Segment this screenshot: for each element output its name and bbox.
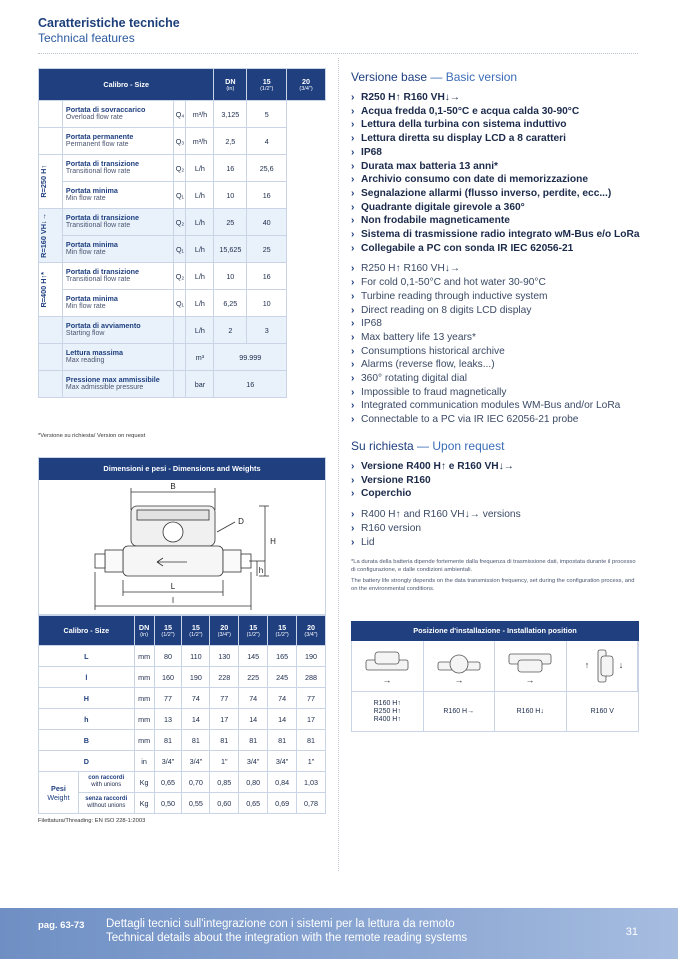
row-unit: bar [186,371,214,398]
position-label: R160 H↑ R250 H↑ R400 H↑ [352,691,424,731]
list-item: › Durata max batteria 13 anni* [351,160,641,174]
svg-text:↑: ↑ [584,660,589,670]
row-value: 16 [247,182,287,209]
page-reference: pag. 63-73 [38,920,85,931]
row-unit: L/h [186,317,214,344]
row-value: 10 [214,263,247,290]
battery-note-it: *La durata della batteria dipende fortemente dalla frequenza di trasmissione dati, impostata durante il processo di configurazione, e dalle condizioni ambientali. [351,559,636,573]
upon-request-title: Su richiesta — Upon request [351,439,505,453]
header-col: 15 (1/2") [182,616,210,646]
header-dn: DN (in) [134,616,154,646]
meter-horizontal-up-icon [352,641,424,691]
list-item: › IP68 [351,146,641,160]
list-item: › Connectable to a PC via IR IEC 62056-21 probe [351,413,641,427]
row-unit: L/h [186,155,214,182]
label-D: D [238,517,244,526]
row-label: Portata minima Min flow rate [62,290,174,317]
list-item: › Sistema di trasmissione radio integrato wM-Bus e/o LoRa [351,228,641,242]
row-label: Portata permanente Permanent flow rate [62,128,174,155]
list-item: › Alarms (reverse flow, leaks...) [351,358,641,372]
meter-body [123,546,223,576]
header-calibro: Calibro - Size [39,616,135,646]
position-label: R160 H→ [424,691,496,731]
row-label: Portata di sovraccarico Overload flow rate [62,101,174,128]
list-item: › Versione R400 H↑ e R160 VH↓→ [351,460,641,474]
row-unit: L/h [186,290,214,317]
meter-horizontal-down-icon [495,641,567,691]
list-item: › Lettura della turbina con sistema induttivo [351,118,641,132]
group-r160: R=160 VH↓→ [39,209,63,263]
weight-label: Pesi Weight [39,772,79,814]
row-value: 99.999 [214,344,287,371]
header-dn: DN (in) [214,69,247,101]
list-item: › Max battery life 13 years* [351,331,641,345]
table-row: l mm 160 190 228 225 245 288 [39,667,326,688]
row-value: 25 [214,209,247,236]
label-B: B [170,482,176,491]
list-item: › Direct reading on 8 digits LCD display [351,304,641,318]
list-item: › Segnalazione allarmi (flusso inverso, perdite, ecc...) [351,187,641,201]
list-item: › For cold 0,1-50°C and hot water 30-90°C [351,276,641,290]
footer-title-it: Dettagli tecnici sull'integrazione con i sistemi per la lettura da remoto [106,918,455,930]
list-item: › R400 H↑ and R160 VH↓→ versions [351,508,641,522]
row-label: Portata di transizione Transitional flow rate [62,209,174,236]
row-symbol: Q₁ [174,290,186,317]
row-value: 40 [247,209,287,236]
battery-note-en: The battery life strongly depends on the data transmission frequency, set during the configuration process, and on the environmental conditions. [351,578,635,592]
group-empty [39,344,63,371]
row-value: 6,25 [214,290,247,317]
list-item: › R250 H↑ R160 VH↓→ [351,262,641,276]
row-value: 10 [247,290,287,317]
header-col: 20 (3/4") [210,616,239,646]
header-col: 15 (1/2") [268,616,297,646]
list-item: › Acqua fredda 0,1-50°C e acqua calda 30-90°C [351,105,641,119]
group-empty [39,128,63,155]
row-value: 10 [214,182,247,209]
list-item: › Collegabile a PC con sonda IR IEC 62056-21 [351,242,641,256]
row-symbol [174,317,186,344]
basic-version-title: Versione base — Basic version [351,70,518,84]
row-label: Portata minima Min flow rate [62,236,174,263]
request-features-en [351,508,641,549]
row-unit: m³/h [186,101,214,128]
header-col: 15 (1/2") [154,616,182,646]
row-symbol: Q₄ [174,101,186,128]
row-unit: L/h [186,182,214,209]
row-value: 16 [214,371,287,398]
header-divider [38,53,638,54]
dimensions-panel [38,457,326,615]
list-item: › Archivio consumo con date di memorizzazione [351,173,641,187]
flow-rate-table [38,68,326,398]
basic-version-section [351,70,641,427]
table-row: B mm 81 81 81 81 81 81 [39,730,326,751]
column-divider [338,58,339,871]
group-empty [39,101,63,128]
row-label: Pressione max ammissibile Max admissible pressure [62,371,174,398]
row-unit: L/h [186,263,214,290]
page-title: Caratteristiche tecniche [38,16,180,30]
list-item: › Coperchio [351,487,641,501]
basic-features-it [351,91,641,255]
threading-note: Filettatura/Threading: EN ISO 228-1:2003 [38,818,146,824]
list-item: › 360° rotating digital dial [351,372,641,386]
meter-drawing [39,480,325,614]
list-item: › Turbine reading through inductive system [351,290,641,304]
list-item: › R160 version [351,522,641,536]
svg-text:→: → [525,675,535,685]
row-value: 16 [214,155,247,182]
group-r400: R=400 H↑* [39,263,63,317]
row-value: 2 [214,317,247,344]
version-note: *Versione su richiesta/ Version on request [38,433,146,439]
row-symbol: Q₂ [174,263,186,290]
row-value: 2,5 [214,128,247,155]
row-value: 25,6 [247,155,287,182]
list-item: › R250 H↑ R160 VH↓→ [351,91,641,105]
meter-horizontal-side-icon [424,641,496,691]
group-empty [39,317,63,344]
row-symbol [174,371,186,398]
meter-vertical-icon [567,641,639,691]
row-symbol: Q₂ [174,209,186,236]
list-item: › IP68 [351,317,641,331]
row-value: 3,125 [214,101,247,128]
row-value: 15,625 [214,236,247,263]
union-left [105,550,123,572]
header-col1: 15 (1/2") [247,69,287,101]
row-unit: m³ [186,344,214,371]
page-subtitle: Technical features [38,31,135,45]
list-item: › Lettura diretta su display LCD a 8 caratteri [351,132,641,146]
header-col2: 20 (3/4") [287,69,326,101]
weight-row-without-unions: senza raccordi without unions Kg 0,50 0,55 0,60 0,65 0,69 0,78 [39,793,326,814]
row-label: Portata di avviamento Starting flow [62,317,174,344]
group-empty [39,371,63,398]
list-item: › Versione R160 [351,474,641,488]
footer-title-en: Technical details about the integration with the remote reading systems [106,932,468,944]
row-symbol: Q₃ [174,128,186,155]
svg-text:↓: ↓ [618,660,623,670]
row-unit: L/h [186,209,214,236]
table-row: h mm 13 14 17 14 14 17 [39,709,326,730]
page-header [38,16,180,45]
request-features-it [351,460,641,501]
page-footer [0,908,678,959]
list-item: › Impossible to fraud magnetically [351,386,641,400]
label-h: h [258,566,264,575]
installation-position-panel [351,621,639,731]
position-label: R160 V [567,691,639,731]
list-item: › Non frodabile magneticamente [351,214,641,228]
row-symbol: Q₁ [174,182,186,209]
list-item: › Quadrante digitale girevole a 360° [351,201,641,215]
row-value: 16 [247,263,287,290]
list-item: › Integrated communication modules WM-Bus and/or LoRa [351,399,641,413]
dimensions-table [38,615,326,814]
upon-request-section [351,439,641,593]
list-item: › Lid [351,536,641,550]
row-unit: L/h [186,236,214,263]
header-col: 20 (3/4") [297,616,326,646]
row-symbol: Q₂ [174,155,186,182]
position-label: R160 H↓ [495,691,567,731]
weight-row-with-unions: Pesi Weight con raccordi with unions Kg 0,65 0,70 0,85 0,80 0,84 1,03 [39,772,326,793]
table-row: D in 3/4" 3/4" 1" 3/4" 3/4" 1" [39,751,326,772]
group-r250: R=250 H↑ [39,155,63,209]
dimensions-title: Dimensioni e pesi - Dimensions and Weights [39,458,325,480]
header-calibro: Calibro - Size [39,69,214,101]
table-row: L mm 80 110 130 145 165 190 [39,646,326,667]
svg-text:→: → [454,675,464,685]
page-number: 31 [625,926,638,938]
header-col: 15 (1/2") [239,616,268,646]
row-symbol [174,344,186,371]
row-value: 4 [247,128,287,155]
installation-title: Posizione d'installazione - Installation position [351,621,639,641]
union-right [223,550,241,572]
label-l: l [172,596,174,605]
row-label: Portata di transizione Transitional flow rate [62,155,174,182]
svg-text:→: → [382,675,392,685]
row-value: 3 [247,317,287,344]
row-unit: m³/h [186,128,214,155]
table-row: H mm 77 74 77 74 74 77 [39,688,326,709]
row-label: Portata di transizione Transitional flow rate [62,263,174,290]
row-label: Lettura massima Max reading [62,344,174,371]
label-H: H [270,537,276,546]
label-L: L [170,582,176,591]
basic-features-en [351,262,641,426]
row-value: 25 [247,236,287,263]
row-label: Portata minima Min flow rate [62,182,174,209]
list-item: › Consumptions historical archive [351,345,641,359]
row-symbol: Q₁ [174,236,186,263]
row-value: 5 [247,101,287,128]
